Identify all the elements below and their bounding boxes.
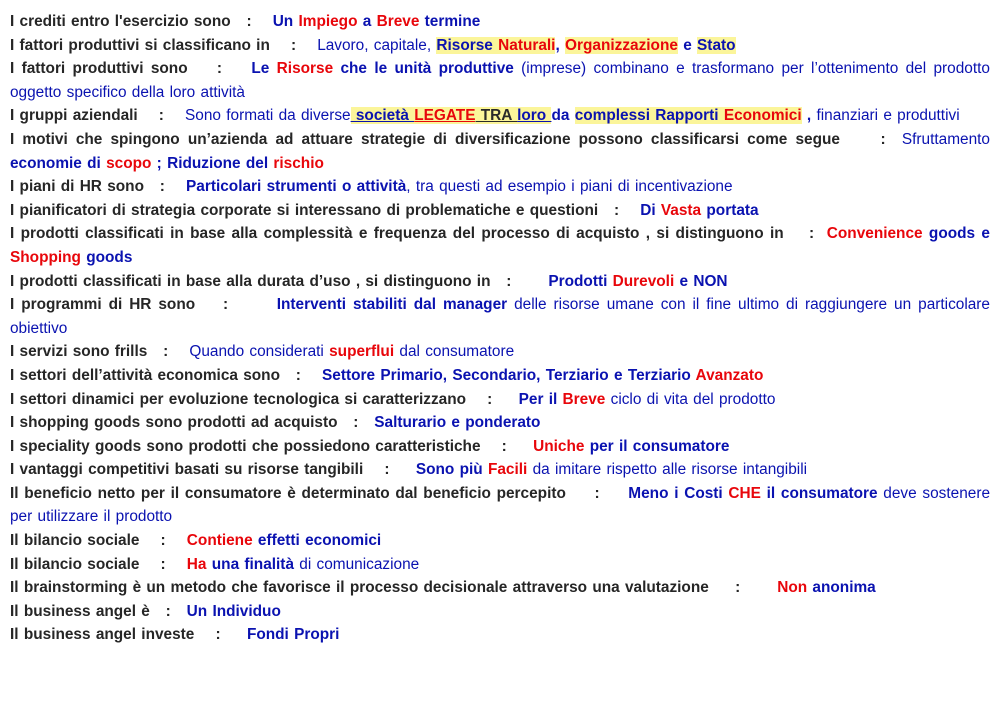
answer-segment: goods <box>80 248 133 266</box>
answer-segment: società <box>350 107 415 125</box>
answer-segment: superflui <box>329 343 395 361</box>
answer-segment: Sfruttamento <box>901 130 990 148</box>
entry-question: Il bilancio sociale <box>10 555 140 573</box>
entry-separator: : <box>337 414 375 432</box>
answer-segment: CHE <box>728 484 761 502</box>
entry <box>10 270 990 294</box>
answer-segment: Naturali <box>498 36 556 54</box>
answer-segment: , tra questi ad esempio i piani di incentivazione <box>406 178 733 196</box>
entry <box>10 458 990 482</box>
answer-segment: Quando considerati <box>189 343 330 361</box>
answer-segment: finanziari e produttivi <box>816 107 960 125</box>
entry <box>10 553 990 577</box>
answer-segment: Risorse <box>276 60 334 78</box>
answer-segment: Sono più <box>415 461 488 479</box>
answer-segment: Interventi stabiliti dal manager <box>276 296 508 314</box>
entry-question: I fattori produttivi sono <box>10 60 188 78</box>
entry-separator: : <box>269 36 318 54</box>
answer-segment: Salturario e ponderato <box>374 414 541 432</box>
answer-segment: il consumatore <box>760 484 878 502</box>
answer-segment: Di <box>640 201 661 219</box>
answer-segment: Shopping <box>10 248 81 266</box>
answer-segment: complessi Rapporti <box>574 107 724 125</box>
entry-separator: : <box>783 225 827 243</box>
answer-segment: a <box>357 13 377 30</box>
answer-segment: di comunicazione <box>294 555 420 573</box>
entry-question: I settori dinamici per evoluzione tecnologica si caratterizzano <box>10 390 467 408</box>
entry-question: I speciality goods sono prodotti che possiedono caratteristiche <box>10 437 481 455</box>
entry <box>10 175 990 199</box>
answer-segment: Vasta <box>660 201 702 219</box>
entry <box>10 600 990 624</box>
entry <box>10 128 990 175</box>
entry-separator: : <box>194 626 247 644</box>
answer-segment: Uniche <box>533 437 585 455</box>
answer-segment: Contiene <box>186 532 253 550</box>
entry-separator: : <box>139 555 187 573</box>
answer-segment: anonima <box>807 579 876 597</box>
answer-segment: Impiego <box>298 13 358 30</box>
entry <box>10 576 990 600</box>
answer-segment: Meno i Costi <box>628 484 729 502</box>
answer-segment: effetti economici <box>252 532 382 550</box>
entry <box>10 199 990 223</box>
entry-question: I prodotti classificati in base alla durata d’uso , si distinguono in <box>10 272 491 290</box>
answer-segment: Particolari strumenti o attività <box>186 178 407 196</box>
entry-question: Il brainstorming è un metodo che favorisce il processo decisionale attraverso una valutazione <box>10 579 709 597</box>
entry-question: Il beneficio netto per il consumatore è determinato dal beneficio percepito <box>10 484 566 502</box>
answer-segment: e <box>677 36 698 54</box>
entry-question: I crediti entro l'esercizio sono <box>10 13 231 30</box>
entry <box>10 34 990 58</box>
answer-segment: Non <box>777 579 808 597</box>
answer-segment: da imitare rispetto alle risorse intangibili <box>527 461 808 479</box>
entry-question: Il business angel investe <box>10 626 195 644</box>
entry-question: Il business angel è <box>10 602 150 620</box>
entry-separator: : <box>466 390 519 408</box>
entry <box>10 364 990 388</box>
answer-segment: Un <box>272 13 299 30</box>
answer-segment: Organizzazione <box>565 36 678 54</box>
answer-segment: una finalità <box>206 555 294 573</box>
answer-segment: Avanzato <box>695 366 764 384</box>
entry <box>10 104 990 128</box>
answer-segment: dal consumatore <box>394 343 515 361</box>
answer-segment: Economici <box>723 107 802 125</box>
answer-segment: Un Individuo <box>186 602 281 620</box>
entry-question: I pianificatori di strategia corporate si interessano di problematiche e questioni <box>10 201 599 219</box>
entry <box>10 482 990 529</box>
answer-segment: Facili <box>487 461 528 479</box>
answer-segment: Settore Primario, Secondario, Terziario e Terziario <box>322 366 696 384</box>
answer-segment: Prodotti <box>548 272 613 290</box>
entry-question: I prodotti classificati in base alla complessità e frequenza del processo di acquisto , si distinguono in <box>10 225 784 243</box>
entry-separator: : <box>139 532 187 550</box>
entry-question: I shopping goods sono prodotti ad acquisto <box>10 414 338 432</box>
answer-segment: termine <box>419 13 481 30</box>
answer-segment: goods e <box>922 225 990 243</box>
entry-question: I vantaggi competitivi basati su risorse tangibili <box>10 461 364 479</box>
answer-segment: portata <box>701 201 759 219</box>
entry-separator: : <box>839 130 902 148</box>
answer-segment: deve sostenere per utilizzare il prodotto <box>10 484 990 526</box>
entry <box>10 388 990 412</box>
entry-separator: : <box>143 178 187 196</box>
answer-segment: e NON <box>674 272 728 290</box>
answer-segment: da <box>551 107 575 125</box>
entry <box>10 57 990 104</box>
entry-question: I programmi di HR sono <box>10 296 196 314</box>
entry <box>10 435 990 459</box>
entry-question: I motivi che spingono un’azienda ad attuare strategie di diversificazione possono classificarsi come segue <box>10 130 840 148</box>
answer-segment: ; <box>151 154 168 172</box>
answer-segment: delle risorse umane con il fine ultimo di raggiungere un particolare obiettivo <box>10 296 990 337</box>
answer-segment: Ha <box>186 555 207 573</box>
entry-question: I gruppi aziendali <box>10 107 138 125</box>
answer-segment: Risorse <box>436 36 499 54</box>
entry-question: I settori dell’attività economica sono <box>10 366 280 384</box>
answer-segment: Convenience <box>826 225 923 243</box>
answer-segment: (imprese) combinano e trasformano per l’ottenimento del prodotto oggetto specifico della loro attività <box>10 60 990 101</box>
answer-segment: ciclo di vita del prodotto <box>605 390 776 408</box>
entry-separator: : <box>195 296 277 314</box>
entry-separator: : <box>565 484 629 502</box>
entry-separator: : <box>598 201 641 219</box>
answer-segment: Durevoli <box>612 272 675 290</box>
entry-separator: : <box>363 461 416 479</box>
entry-separator: : <box>187 60 252 78</box>
entry <box>10 529 990 553</box>
answer-segment: Per il <box>518 390 563 408</box>
entry-question: I fattori produttivi si classificano in <box>10 36 270 54</box>
answer-segment: TRA <box>475 107 518 125</box>
answer-segment: Lavoro, capitale, <box>317 36 437 54</box>
entry-separator: : <box>490 272 549 290</box>
answer-segment: Le <box>251 60 277 78</box>
entry-separator: : <box>480 437 534 455</box>
entry <box>10 411 990 435</box>
entry-question: I piani di HR sono <box>10 178 144 196</box>
entry <box>10 623 990 647</box>
entry-question: Il bilancio sociale <box>10 532 140 550</box>
answer-segment: LEGATE <box>414 107 476 125</box>
entry-separator: : <box>147 343 190 361</box>
answer-segment: loro <box>517 107 552 125</box>
answer-segment: Riduzione del <box>167 154 274 172</box>
entry <box>10 10 990 34</box>
answer-segment: scopo <box>106 154 152 172</box>
entry-separator: : <box>279 366 323 384</box>
answer-segment: per il consumatore <box>584 437 730 455</box>
answer-segment: che le unità produttive <box>333 60 514 78</box>
entry-separator: : <box>230 13 273 30</box>
entry <box>10 340 990 364</box>
entry <box>10 222 990 269</box>
entry <box>10 293 990 340</box>
answer-segment: Stato <box>697 36 736 54</box>
entry-separator: : <box>137 107 186 125</box>
answer-segment: economie di <box>10 154 107 172</box>
answer-segment: , <box>801 107 817 125</box>
answer-segment: Breve <box>562 390 606 408</box>
entry-separator: : <box>708 579 778 597</box>
entry-question: I servizi sono frills <box>10 343 148 361</box>
entry-separator: : <box>149 602 187 620</box>
answer-segment: , <box>555 36 566 54</box>
answer-segment: Sono formati da diverse <box>185 107 351 125</box>
answer-segment: Breve <box>376 13 420 30</box>
answer-segment: rischio <box>273 154 324 172</box>
answer-segment: Fondi Propri <box>246 626 340 644</box>
